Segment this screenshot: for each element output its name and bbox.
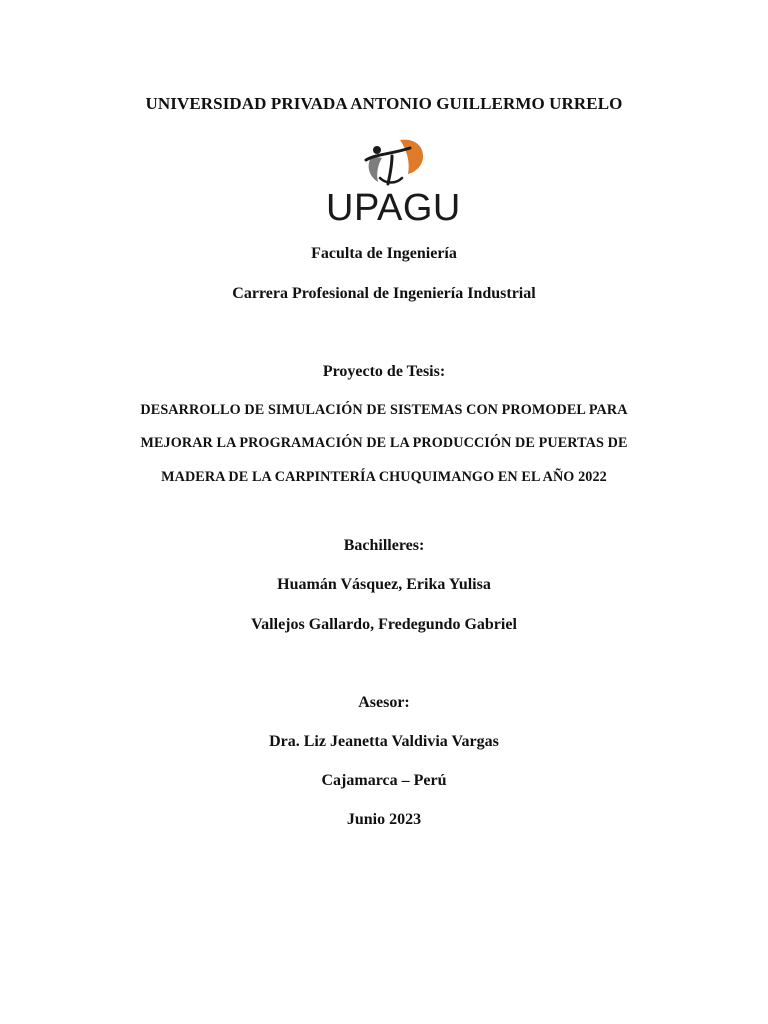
logo-wordmark: UPAGU bbox=[326, 187, 461, 229]
thesis-title-line: MADERA DE LA CARPINTERÍA CHUQUIMANGO EN EL AÑO 2022 bbox=[161, 469, 607, 485]
thesis-title-line: MEJORAR LA PROGRAMACIÓN DE LA PRODUCCIÓN DE PUERTAS DE bbox=[140, 435, 628, 451]
university-name: UNIVERSIDAD PRIVADA ANTONIO GUILLERMO URRELO bbox=[145, 94, 623, 113]
author-name: Vallejos Gallardo, Fredegundo Gabriel bbox=[251, 616, 517, 633]
project-label: Proyecto de Tesis: bbox=[322, 363, 446, 380]
faculty-name: Faculta de Ingeniería bbox=[311, 245, 457, 262]
date: Junio 2023 bbox=[346, 811, 422, 828]
thesis-title-line: DESARROLLO DE SIMULACIÓN DE SISTEMAS CON PROMODEL PARA bbox=[140, 402, 628, 418]
university-logo bbox=[326, 134, 460, 232]
logo-emblem-icon bbox=[326, 134, 460, 194]
advisor-label: Asesor: bbox=[358, 694, 410, 711]
bachelors-label: Bachilleres: bbox=[343, 537, 425, 554]
location: Cajamarca – Perú bbox=[321, 772, 447, 789]
career-name: Carrera Profesional de Ingeniería Industrial bbox=[232, 285, 536, 302]
advisor-name: Dra. Liz Jeanetta Valdivia Vargas bbox=[269, 733, 499, 750]
author-name: Huamán Vásquez, Erika Yulisa bbox=[277, 576, 491, 593]
